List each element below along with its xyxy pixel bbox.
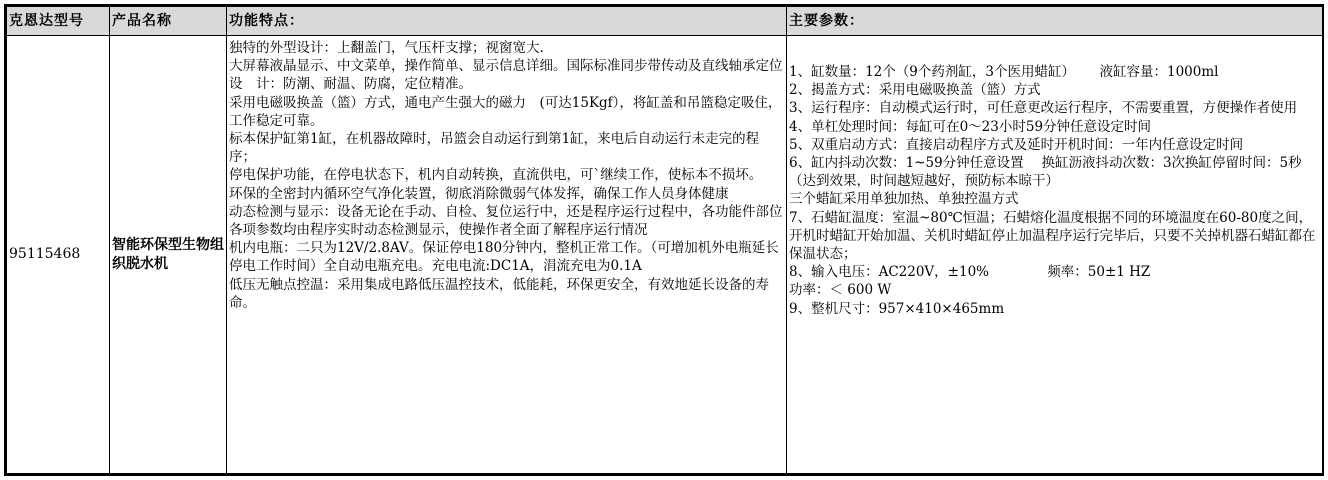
parameters-cell xyxy=(787,36,1323,474)
param-line: 功率：＜ 600 W xyxy=(789,282,892,299)
param-line: 6、缸内抖动次数：1~59分钟任意设置 换缸沥液抖动次数：3次换缸停留时间：5秒（达到效果，时间越短越好，预防标本晾干） xyxy=(789,155,1302,190)
feature-line: 停电保护功能，在停电状态下，机内自动转换，直流供电，可`继续工作，使标本不损坏。 xyxy=(229,167,763,184)
model-number: 95115468 xyxy=(7,36,110,474)
feature-line: 独特的外型设计：上翻盖门，气压杆支撑；视窗宽大. xyxy=(229,40,544,56)
header-row xyxy=(7,7,1323,36)
feature-line: 动态检测与显示：设备无论在手动、自检、复位运行中，还是程序运行过程中，各功能件部位各项参数均由程序实时动态检测显示，使操作者全面了解程序运行情况 xyxy=(229,203,783,239)
param-line: 1、缸数量：12个（9个药剂缸，3个医用蜡缸） 液缸容量：1000ml xyxy=(789,64,1219,80)
header-parameters: 主要参数： xyxy=(787,7,1323,36)
param-line: 7、石蜡缸温度：室温~80℃恒温；石蜡熔化温度根据不同的环境温度在60-80度之间，开机时蜡缸开始加温、关机时蜡缸停止加温程序运行完毕后，只要不关掉机器石蜡缸都在保温状态； xyxy=(789,209,1316,263)
param-line: 三个蜡缸采用单独加热、单独控温方式 xyxy=(789,191,1019,208)
param-line: 8、输入电压：AC220V，±10% 频率：50±1 HZ xyxy=(789,264,1151,281)
param-line: 4、单杠处理时间：每缸可在0～23小时59分钟任意设定时间 xyxy=(789,118,1152,135)
feature-line: 环保的全密封内循环空气净化装置，彻底消除微弱气体发挥，确保工作人员身体健康 xyxy=(229,185,729,202)
param-line: 5、双重启动方式：直接启动程序方式及延时开机时间：一年内任意设定时间 xyxy=(789,136,1244,153)
spec-sheet xyxy=(4,4,1324,476)
feature-line: 大屏幕液晶显示、中文菜单，操作简单、显示信息详细。国际标准同步带传动及直线轴承定位设 计：防潮、耐温、防腐，定位精准。 xyxy=(229,58,783,93)
param-line: 2、揭盖方式：采用电磁吸换盖（篮）方式 xyxy=(789,82,1041,99)
feature-line: 低压无触点控温：采用集成电路低压温控技术，低能耗，环保更安全，有效地延长设备的寿命。 xyxy=(229,276,769,311)
header-features: 功能特点： xyxy=(227,7,787,36)
product-spec-table xyxy=(6,6,1323,474)
header-model: 克恩达型号 xyxy=(7,7,110,36)
header-product-name: 产品名称 xyxy=(110,7,227,36)
feature-line: 采用电磁吸换盖（篮）方式，通电产生强大的磁力 (可达15Kgf），将缸盖和吊篮稳定吸住，工作稳定可靠。 xyxy=(229,94,782,129)
param-line: 3、运行程序：自动模式运行时，可任意更改运行程序，不需要重置，方便操作者使用 xyxy=(789,100,1298,117)
features-cell xyxy=(227,36,787,474)
param-line: 9、整机尺寸：957×410×465mm xyxy=(789,300,1005,317)
feature-line: 标本保护缸第1缸，在机器故障时，吊篮会自动运行到第1缸，来电后自动运行未走完的程序； xyxy=(229,131,760,166)
feature-line: 机内电瓶：二只为12V/2.8AV。保证停电180分钟内，整机正常工作。（可增加机外电瓶延长停电工作时间）全自动电瓶充电。充电电流:DC1A，涓流充电为0.1A xyxy=(229,240,779,275)
product-row xyxy=(7,36,1323,474)
product-name: 智能环保型生物组织脱水机 xyxy=(110,36,227,474)
